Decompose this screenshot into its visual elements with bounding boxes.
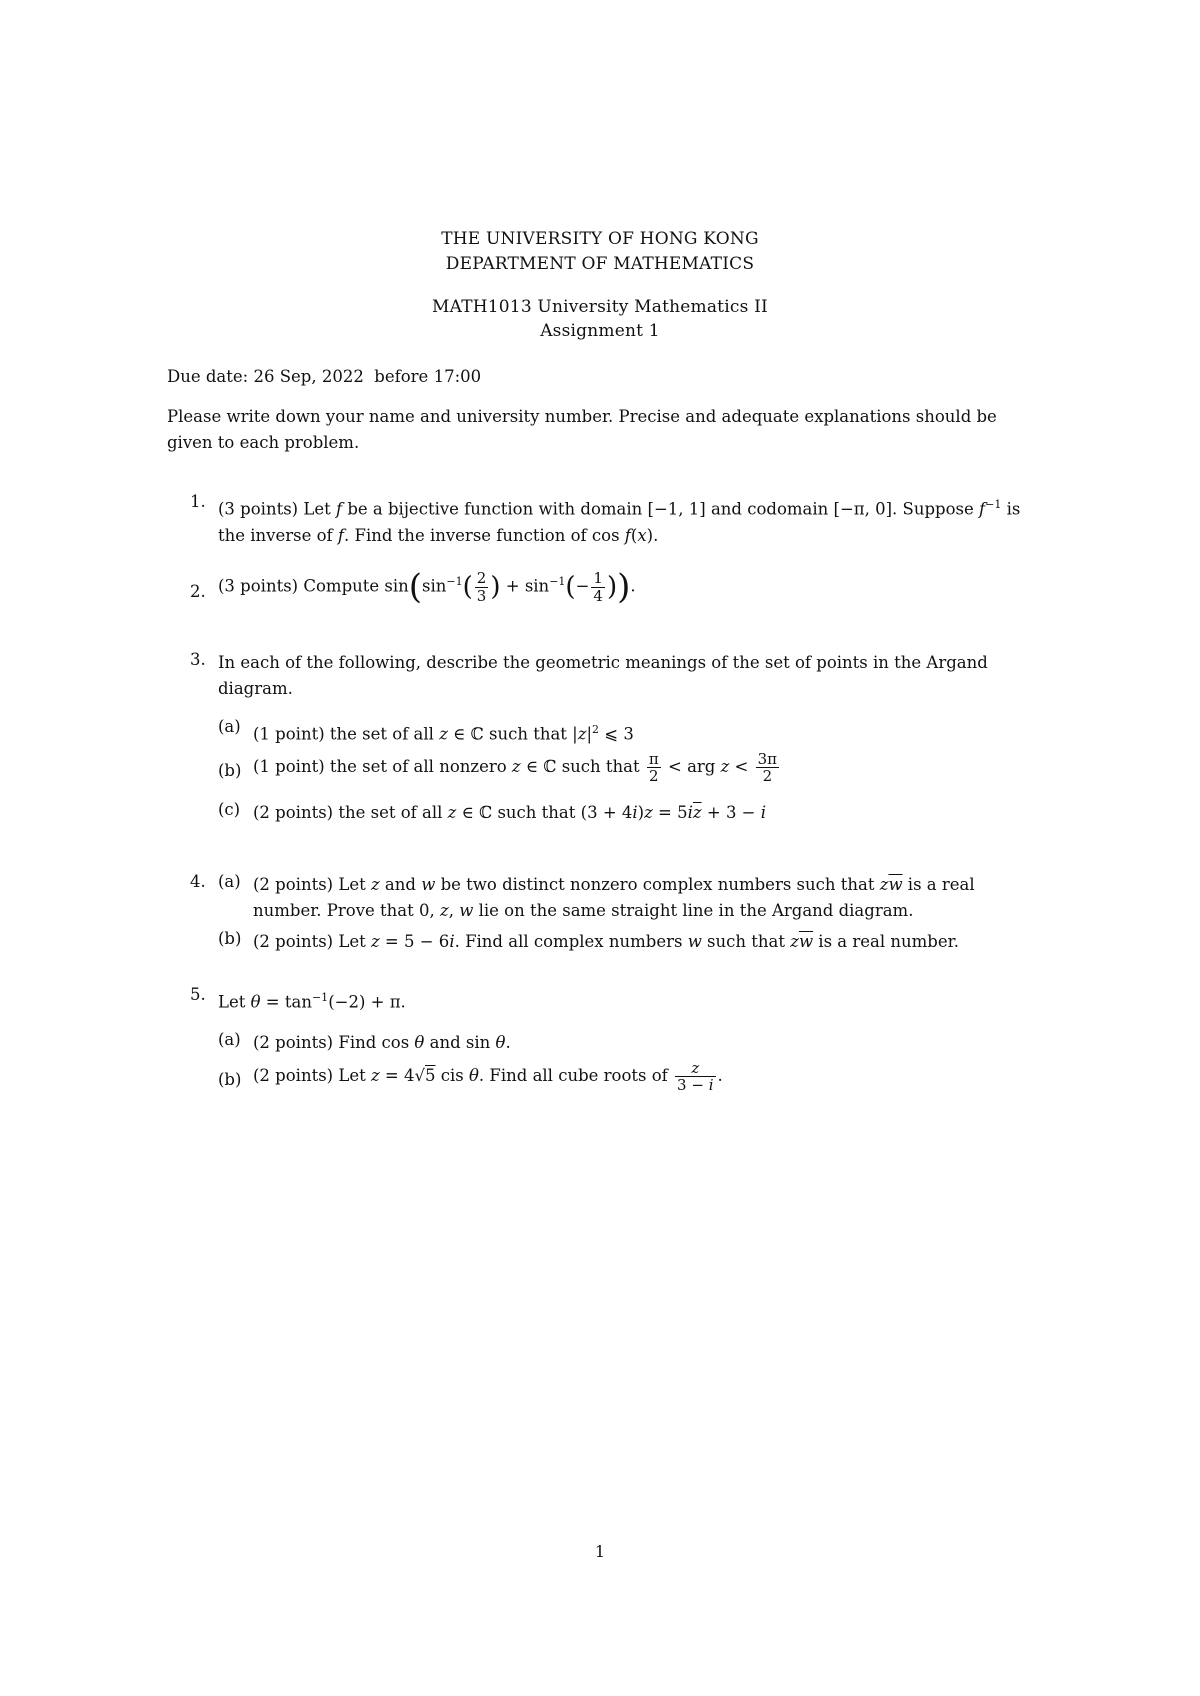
university-name: THE UNIVERSITY OF HONG KONG bbox=[441, 229, 759, 249]
question-5b-points: (2 points) bbox=[253, 1066, 334, 1085]
question-5-text: Let $\theta = \tan^{-1}(-2) + \pi$. bbox=[218, 991, 406, 1012]
question-3-number: 3. bbox=[190, 650, 206, 669]
question-4a-text: (2 points) Let z and w be two distinct nonzero complex numbers such that $z\overline{w}$ is a real number. Prove that 0, z, w lie on the same straight line in the Argand diagram. bbox=[253, 875, 975, 920]
question-4b-text: (2 points) Let z = 5 − 6i. Find all complex numbers w such that $z\overline{w}$ is a real number. bbox=[253, 932, 959, 951]
question-4b-points: (2 points) bbox=[253, 932, 334, 951]
instructions: Please write down your name and university number. Precise and adequate explanations should be given to each problem. bbox=[167, 407, 997, 452]
question-1-points: (3 points) bbox=[218, 499, 299, 519]
question-4a-points: (2 points) bbox=[253, 875, 334, 894]
question-1-text: (3 points) Let f be a bijective function with domain [−1, 1] and codomain [−π, 0]. Suppose $f^{-1}$ is the inverse of f. Find the inverse function of cos f(x). bbox=[218, 498, 1021, 545]
question-2-points: (3 points) bbox=[218, 576, 299, 596]
question-5b-label: (b) bbox=[218, 1070, 242, 1089]
question-1-number: 1. bbox=[190, 492, 206, 511]
question-3a-text: (1 point) the set of all z ∈ ℂ such that $|z|^2$ ⩽ 3 bbox=[253, 723, 634, 744]
assignment-title: Assignment 1 bbox=[540, 321, 660, 341]
question-5b-text: (2 points) Let z = 4√5 cis θ. Find all cube roots of $\frac{z}{3 - i}$ . bbox=[253, 1058, 723, 1094]
question-4-number: 4. bbox=[190, 872, 206, 891]
question-3b-text: (1 point) the set of all nonzero z ∈ ℂ such that $\frac{\pi}{2}$ < arg z < $\frac{3\pi}{2}$ bbox=[253, 749, 778, 785]
question-4a-label: (a) bbox=[218, 872, 241, 891]
question-3c-points: (2 points) bbox=[253, 803, 334, 822]
question-3b-points: (1 point) bbox=[253, 757, 325, 776]
department-name: DEPARTMENT OF MATHEMATICS bbox=[445, 254, 755, 274]
question-3a-label: (a) bbox=[218, 717, 241, 736]
question-2-text: (3 points) Compute $\sin(\sin^{-1}$( $\frac{2}{3}$ ) + $\sin^{-1}(-$ $\frac{1}{4}$ )). bbox=[218, 567, 636, 607]
question-3c-text: (2 points) the set of all z ∈ ℂ such that $(3 + 4i)z = 5i\overline{z} + 3 - i$ bbox=[253, 803, 767, 822]
question-3a-points: (1 point) bbox=[253, 724, 325, 744]
question-5a-label: (a) bbox=[218, 1030, 241, 1049]
question-2-number: 2. bbox=[190, 582, 206, 601]
question-3c-label: (c) bbox=[218, 800, 241, 819]
page-number: 1 bbox=[594, 1542, 606, 1561]
question-5a-points: (2 points) bbox=[253, 1033, 334, 1052]
due-date: Due date: 26 Sep, 2022 before 17:00 bbox=[167, 367, 482, 386]
question-3-intro: In each of the following, describe the geometric meanings of the set of points in the Argand diagram. bbox=[218, 653, 988, 698]
question-5-number: 5. bbox=[190, 985, 206, 1004]
question-5a-text: (2 points) Find cos θ and sin θ. bbox=[253, 1033, 511, 1052]
question-4b-label: (b) bbox=[218, 929, 242, 948]
question-3b-label: (b) bbox=[218, 761, 242, 780]
course-title: MATH1013 University Mathematics II bbox=[432, 297, 768, 317]
